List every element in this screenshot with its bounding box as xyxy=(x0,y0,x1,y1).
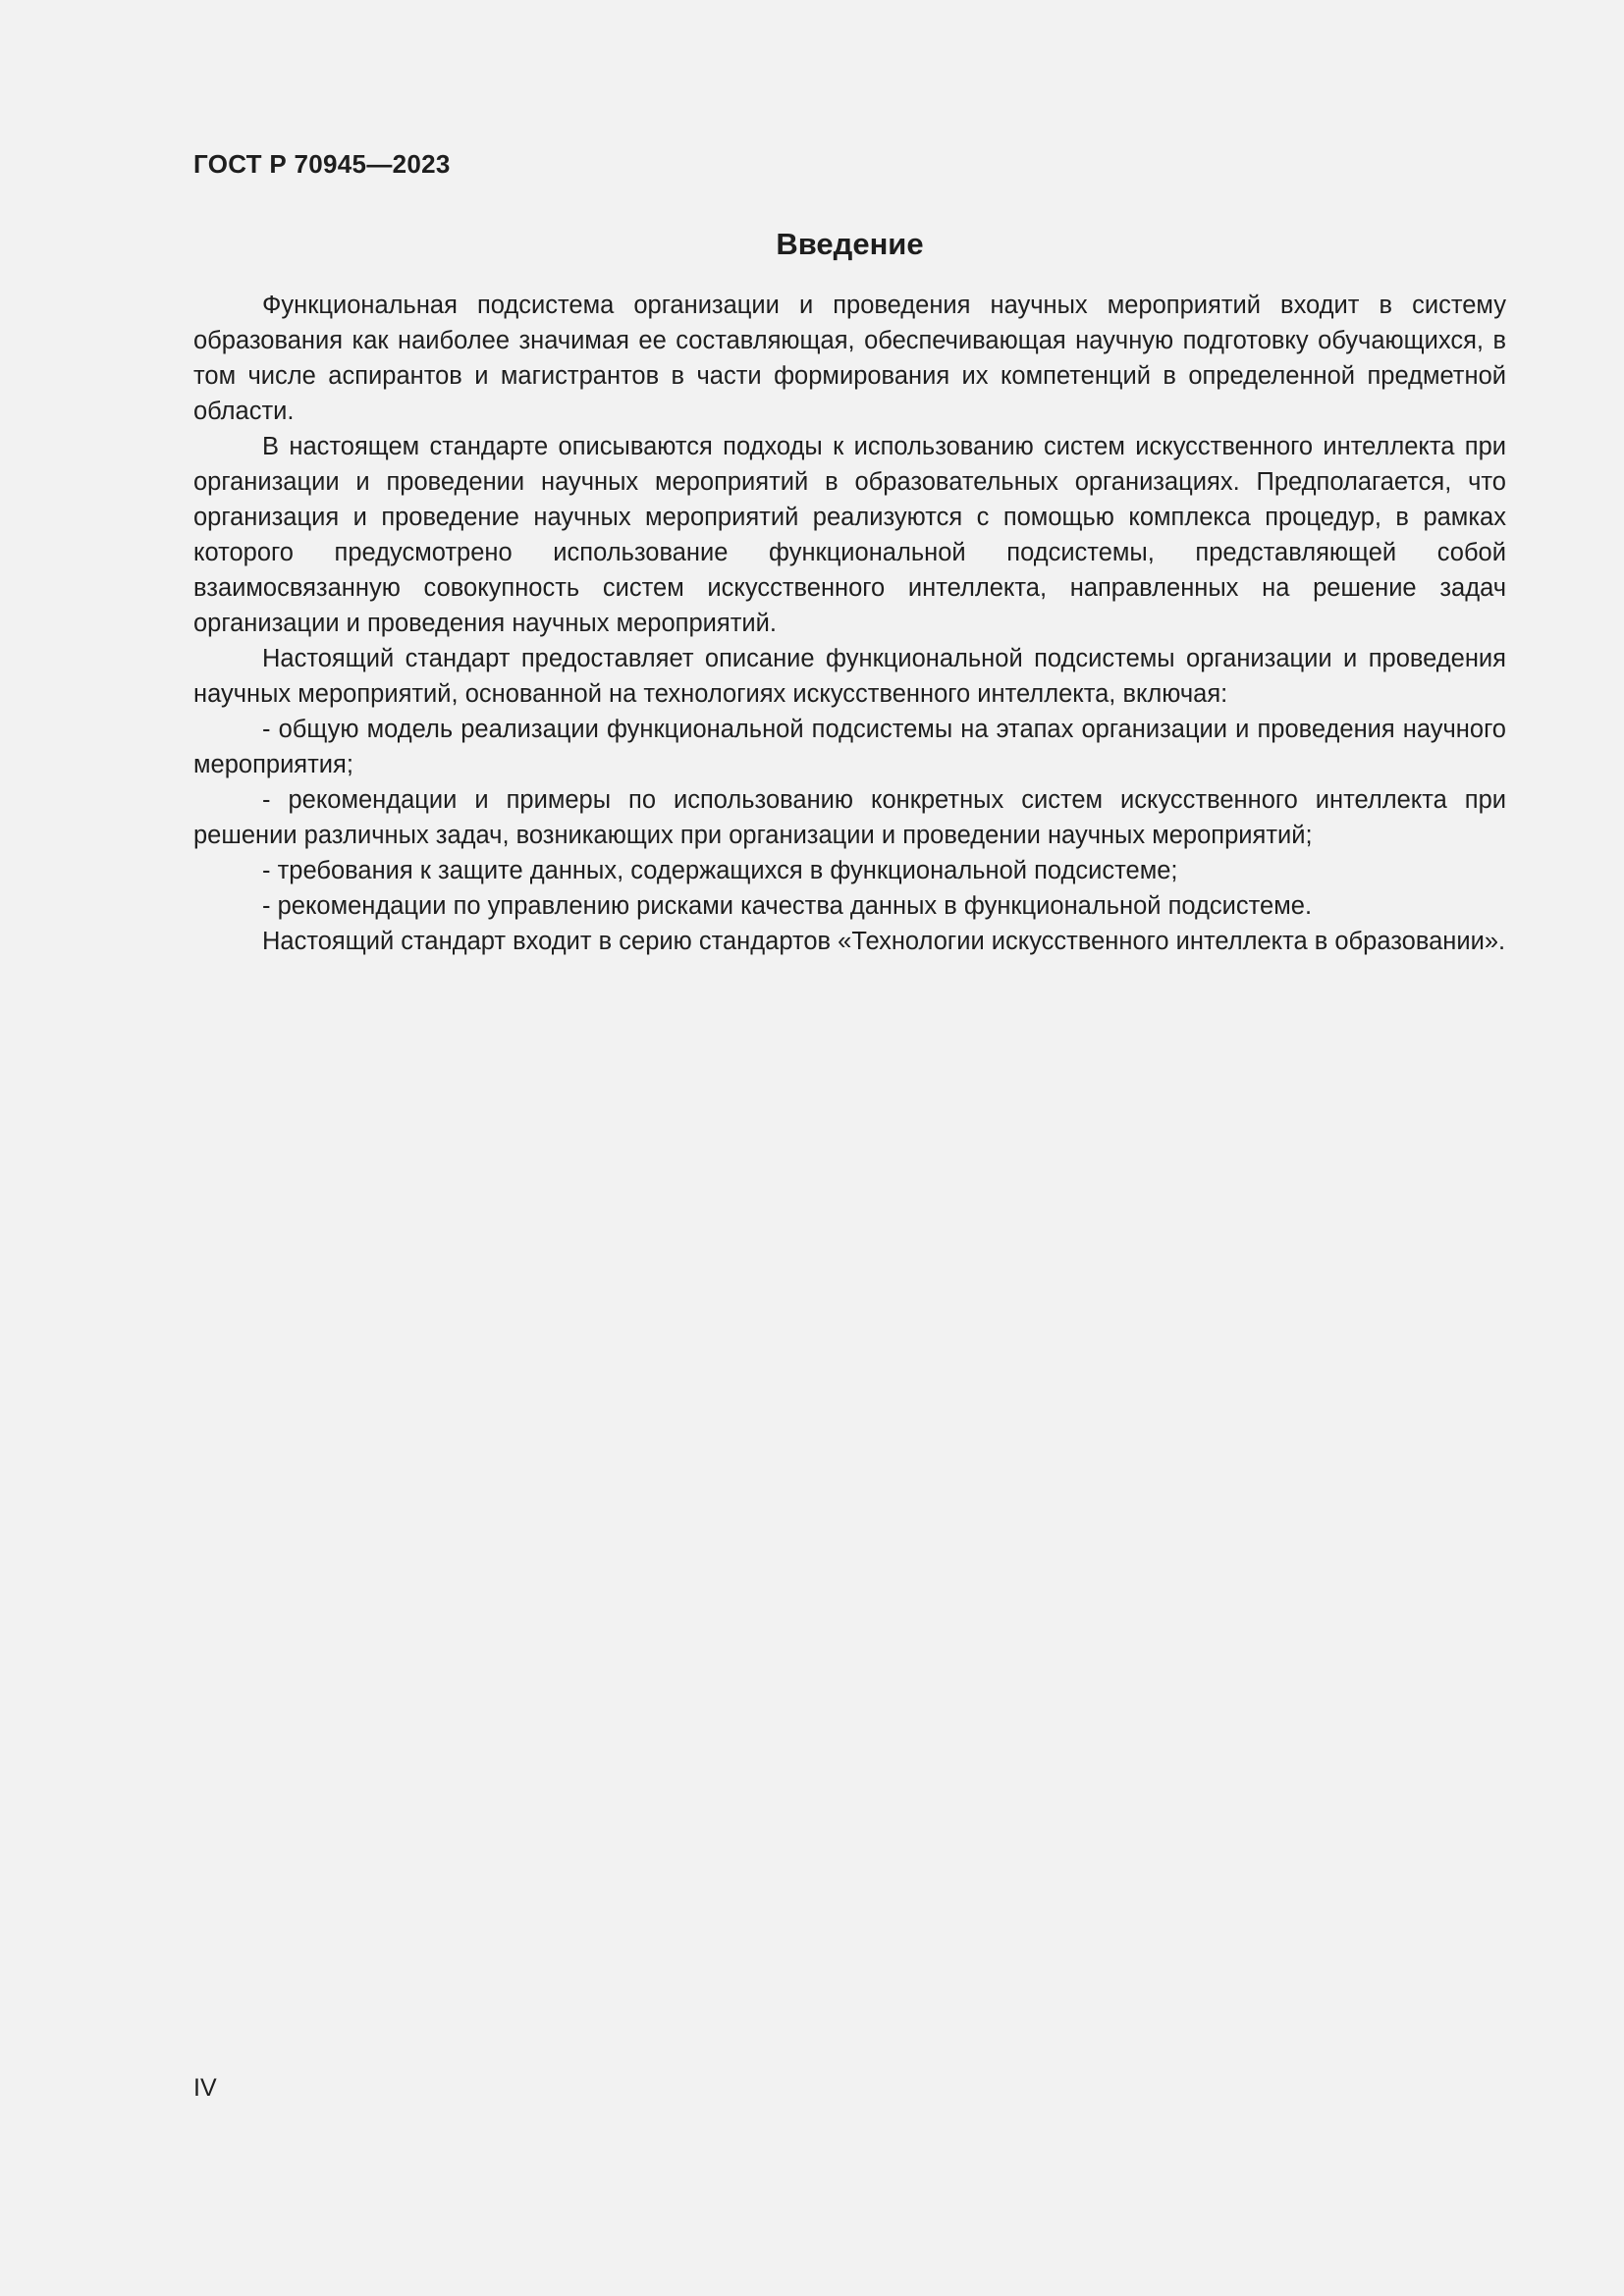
list-item-data-protection: - требования к защите данных, содержащихся в функциональной подсистеме; xyxy=(262,857,1178,884)
list-item-recommendations: - рекомендации и примеры по использованию конкретных систем искусственного интеллекта при решении различных задач, возникающих при организации и проведении научных мероприятий; xyxy=(193,786,1506,849)
document-code-header: ГОСТ Р 70945—2023 xyxy=(193,149,451,179)
paragraph-intro: Функциональная подсистема организации и проведения научных мероприятий входит в систему образования как наиболее значимая ее составляющая, обеспечивающая научную подготовку обучающихся, в том числе аспирантов и магистрантов в части формирования их компетенций в определенной предметной области. xyxy=(193,292,1506,425)
paragraph-description: Настоящий стандарт предоставляет описание функциональной подсистемы организации и проведения научных мероприятий, основанной на технологиях искусственного интеллекта, включая: xyxy=(193,645,1506,708)
page-number: IV xyxy=(193,2074,217,2102)
list-item-risk-management: - рекомендации по управлению рисками качества данных в функциональной подсистеме. xyxy=(262,892,1313,920)
paragraph-series: Настоящий стандарт входит в серию стандартов «Технологии искусственного интеллекта в образовании». xyxy=(262,928,1506,955)
section-title: Введение xyxy=(776,227,924,261)
list-item-general-model: - общую модель реализации функциональной подсистемы на этапах организации и проведения научного мероприятия; xyxy=(193,716,1506,778)
paragraph-approaches: В настоящем стандарте описываются подходы к использованию систем искусственного интеллекта при организации и проведении научных мероприятий в образовательных организациях. Предполагается, что организация и проведение научных мероприятий реализуются с помощью комплекса процедур, в рамках которого предусмотрено использование функциональной подсистемы, представляющей собой взаимосвязанную совокупность систем искусственного интеллекта, направленных на решение задач организации и проведения научных мероприятий. xyxy=(193,433,1506,637)
introduction-body xyxy=(193,288,1506,959)
